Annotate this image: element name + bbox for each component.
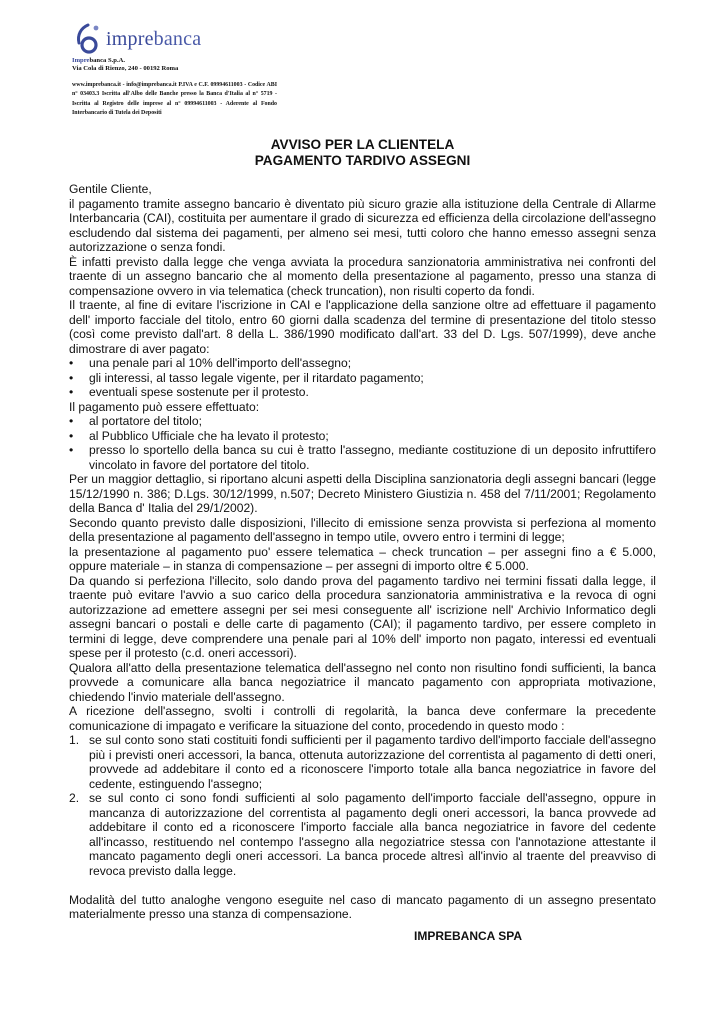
item-number: 1. bbox=[69, 733, 80, 747]
logo-wordmark-part2: banca bbox=[153, 27, 202, 50]
greeting: Gentile Cliente, bbox=[69, 182, 152, 196]
logo-wordmark-part1: impre bbox=[106, 27, 154, 50]
bullet-icon: • bbox=[69, 356, 74, 370]
bullet-icon: • bbox=[69, 385, 74, 399]
bullet-icon: • bbox=[69, 370, 74, 385]
spacer bbox=[69, 878, 656, 893]
paragraph-details: Per un maggior dettaglio, si riportano alcuni aspetti della Disciplina sanzionatoria degli assegni bancari (legge 15/12/1990 n. 386; D.Lgs. 30/12/1999, n.507; Decreto Ministero Giustizia n. 458 del 7/11/2001; Regolamento della Banca d' Italia del 29/1/2002). bbox=[69, 472, 656, 515]
bullet-icon: • bbox=[69, 443, 74, 457]
paragraph-traente: Il traente, al fine di evitare l'iscrizione in CAI e l'applicazione della sanzione oltre ad effettuare il pagamento dell' importo facciale del titolo, entro 60 giorni dalla scadenza del termine di presentazione del titolo stesso (così come previsto dall'art. 8 della L. 386/1990 modificato dall'art. 33 del D. Lgs. 507/1999), deve anche dimostrare di aver pagato: bbox=[69, 298, 656, 356]
document-title-line2: PAGAMENTO TARDIVO ASSEGNI bbox=[254, 153, 471, 168]
paragraph-presentazione: la presentazione al pagamento puo' essere telematica – check truncation – per assegni fino a € 5.000, oppure materiale – in stanza di compensazione – per assegni di importo oltre € 5.000. bbox=[69, 544, 656, 573]
bullet-icon: • bbox=[69, 414, 74, 428]
bullet-icon: • bbox=[69, 428, 74, 443]
numbered-item: 1. se sul conto sono stati costituiti fondi sufficienti per il pagamento tardivo dell'importo facciale dell'assegno più i previsti oneri accessori, la banca, ottenuta autorizzazione del correntista al pagamento di detti oneri, provvede ad addebitare il conto ed a riconoscere l'importo totale alla banca negoziatrice in favore del cedente, estinguendo l'assegno; bbox=[69, 733, 656, 791]
list-item: • gli interessi, al tasso legale vigente, per il ritardato pagamento; bbox=[69, 370, 424, 385]
paragraph-telematica: Qualora all'atto della presentazione telematica dell'assegno nel conto non risultino fondi sufficienti, la banca provvede a comunicare alla banca negoziatrice il mancato pagamento con appropriata motivazione, chiedendo l'invio materiale dell'assegno. bbox=[69, 660, 656, 704]
paragraph-illecito: Secondo quanto previsto dalle disposizioni, l'illecito di emissione senza provvista si perfeziona al momento della presentazione al pagamento dell'assegno in tempo utile, ovvero entro i termini di legge; bbox=[69, 515, 656, 544]
list-item: • al portatore del titolo; bbox=[69, 414, 202, 428]
letterhead bbox=[72, 22, 292, 73]
logo bbox=[72, 22, 292, 56]
list-item: • presso lo sportello della banca su cui è tratto l'assegno, mediante costituzione di un deposito infruttifero vincolato in favore del portatore del titolo. bbox=[69, 443, 656, 472]
paragraph-payment: Il pagamento può essere effettuato: bbox=[69, 399, 260, 414]
numbered-item: 2. se sul conto ci sono fondi sufficienti al solo pagamento dell'importo facciale dell'assegno, oppure in mancanza di autorizzazione del correntista al pagamento degli oneri accessori, la banca provvede ad addebitare il conto ed a riconoscere l'importo facciale alla banca negoziatrice in favore del cedente all'incasso, restituendo nel contempo l'assegno alla negoziatrice stessa con l'annotazione attestante il mancato pagamento degli oneri accessori. La banca procede altresì all'invio al traente del preavviso di revoca previsto dalla legge. bbox=[69, 791, 656, 878]
paragraph-cai: il pagamento tramite assegno bancario è diventato più sicuro grazie alla istituzione della Centrale di Allarme Interbancaria (CAI), costituita per aumentare il grado di sicurezza ed efficienza della circolazione dell'assegno escludendo dal sistema dei pagamenti, per almeno sei mesi, tutti coloro che hanno emesso assegni senza autorizzazione o senza fondi. bbox=[69, 196, 656, 254]
logo-wordmark bbox=[106, 28, 201, 51]
list-item: • una penale pari al 10% dell'importo dell'assegno; bbox=[69, 356, 352, 370]
company-name bbox=[72, 57, 292, 65]
company-name-part1: Impre bbox=[72, 57, 90, 64]
list-item: • al Pubblico Ufficiale che ha levato il protesto; bbox=[69, 428, 329, 443]
document-body bbox=[69, 182, 656, 922]
company-name-part2: banca S.p.A. bbox=[89, 57, 126, 64]
company-address: Via Cola di Rienzo, 240 - 00192 Roma bbox=[72, 65, 179, 72]
signature: IMPREBANCA SPA bbox=[414, 929, 523, 943]
paragraph-ricezione: A ricezione dell'assegno, svolti i controlli di regolarità, la banca deve confermare la precedente comunicazione di impagato e verificare la situazione del conto, procedendo in questo modo : bbox=[69, 704, 656, 733]
imprebanca-logo-icon bbox=[72, 23, 102, 55]
document-title-line1: AVVISO PER LA CLIENTELA bbox=[270, 137, 455, 152]
item-number: 2. bbox=[69, 791, 80, 805]
legal-info: www.imprebanca.it - info@imprebanca.it P.IVA e C.F. 09994611003 - Codice ABI n° 03403.3 Iscritta all'Albo delle Banche presso la Banca d'Italia al n° 5719 - Iscritta al Registro delle imprese al n° 09994611003 - Aderente al Fondo Interbancario di Tutela dei Depositi bbox=[72, 82, 277, 117]
paragraph-modalita: Modalità del tutto analoghe vengono eseguite nel caso di mancato pagamento di un assegno presentato materialmente presso una stanza di compensazione. bbox=[69, 892, 656, 921]
paragraph-procedure: È infatti previsto dalla legge che venga avviata la procedura sanzionatoria amministrativa nei confronti del traente di un assegno bancario che al momento della presentazione al pagamento, presso una stanza di compensazione ovvero in via telematica (check truncation), non risulti coperto da fondi. bbox=[69, 254, 656, 298]
list-item: • eventuali spese sostenute per il protesto. bbox=[69, 385, 309, 399]
paragraph-tardivo: Da quando si perfeziona l'illecito, solo dando prova del pagamento tardivo nei termini fissati dalla legge, il traente può evitare l'avvio a suo carico della procedura sanzionatoria amministrativa e la revoca di ogni autorizzazione ad emettere assegni per sei mesi conseguente all' iscrizione nell' Archivio Informatico degli assegni bancari o postali e delle carte di pagamento (CAI); il pagamento tardivo, per essere completo in termini di legge, deve comprendere una penale pari al 10% dell' importo non pagato, interessi ed eventuali spese per il protesto (c.d. oneri accessori). bbox=[69, 573, 656, 660]
